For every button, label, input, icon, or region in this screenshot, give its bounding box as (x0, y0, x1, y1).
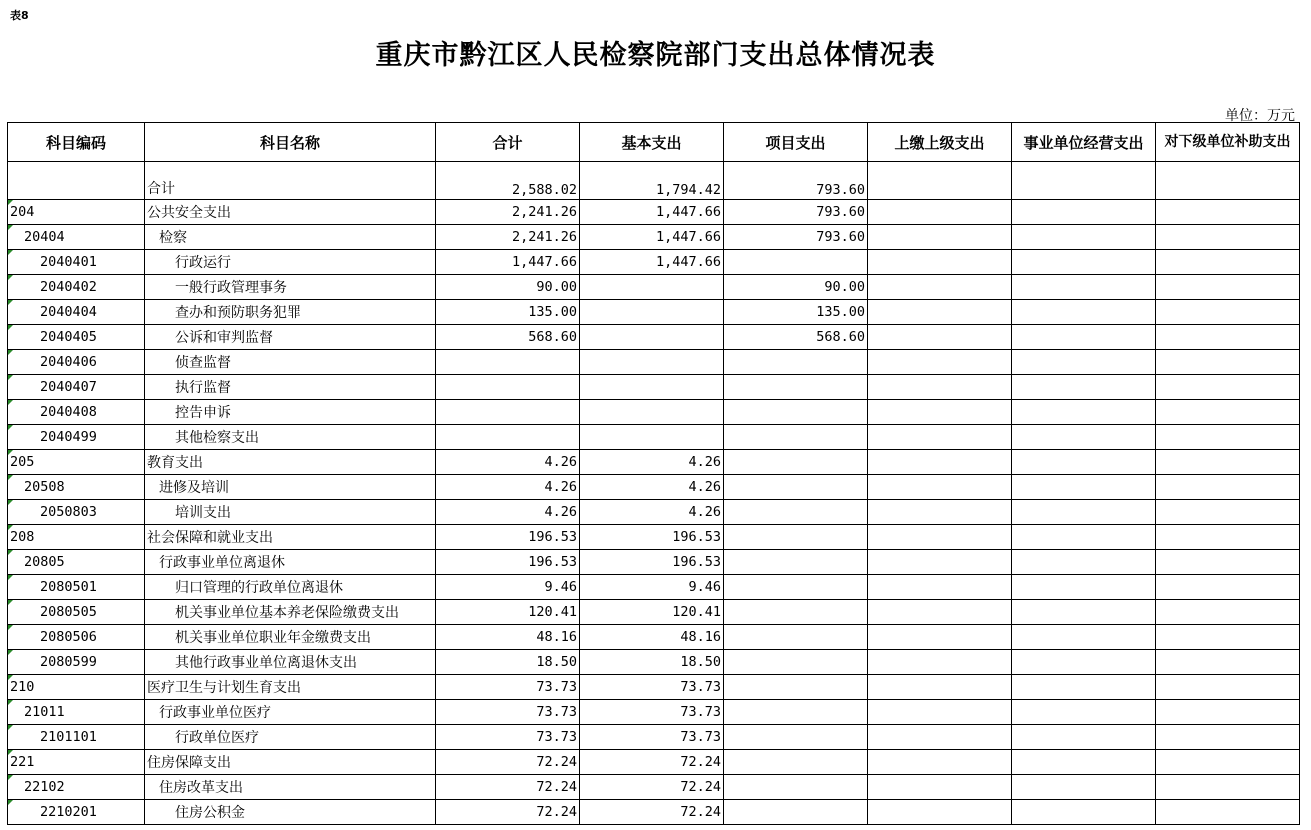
code-cell[interactable]: 2050803 (8, 500, 145, 525)
name-cell[interactable]: 执行监督 (145, 375, 436, 400)
table-row (8, 450, 1300, 475)
project-cell[interactable] (724, 750, 868, 775)
upper-cell[interactable] (868, 425, 1012, 450)
business-cell[interactable] (1012, 325, 1156, 350)
business-cell[interactable] (1012, 800, 1156, 825)
code-cell[interactable]: 22102 (8, 775, 145, 800)
business-cell[interactable] (1012, 275, 1156, 300)
business-cell[interactable] (1012, 200, 1156, 225)
basic-cell[interactable]: 4.26 (580, 475, 724, 500)
code-cell[interactable]: 2040408 (8, 400, 145, 425)
name-cell[interactable]: 住房公积金 (145, 800, 436, 825)
total-business-cell[interactable] (1012, 162, 1156, 200)
business-cell[interactable] (1012, 575, 1156, 600)
code-cell[interactable]: 20404 (8, 225, 145, 250)
subsidy-cell[interactable] (1156, 600, 1300, 625)
subsidy-cell[interactable] (1156, 675, 1300, 700)
upper-cell[interactable] (868, 375, 1012, 400)
total-basic-cell[interactable]: 1,794.42 (580, 162, 724, 200)
upper-cell[interactable] (868, 400, 1012, 425)
upper-cell[interactable] (868, 725, 1012, 750)
project-cell[interactable] (724, 550, 868, 575)
upper-cell[interactable] (868, 300, 1012, 325)
total-cell[interactable]: 72.24 (436, 800, 580, 825)
project-cell[interactable]: 135.00 (724, 300, 868, 325)
subsidy-cell[interactable] (1156, 250, 1300, 275)
name-cell[interactable]: 机关事业单位职业年金缴费支出 (145, 625, 436, 650)
code-cell[interactable]: 205 (8, 450, 145, 475)
table-row (8, 525, 1300, 550)
subsidy-cell[interactable] (1156, 500, 1300, 525)
subsidy-cell[interactable] (1156, 800, 1300, 825)
project-cell[interactable] (724, 500, 868, 525)
basic-cell[interactable] (580, 275, 724, 300)
subsidy-cell[interactable] (1156, 425, 1300, 450)
name-cell[interactable]: 行政事业单位医疗 (145, 700, 436, 725)
code-cell[interactable]: 20805 (8, 550, 145, 575)
basic-cell[interactable]: 72.24 (580, 750, 724, 775)
total-cell[interactable] (436, 375, 580, 400)
name-cell[interactable]: 行政单位医疗 (145, 725, 436, 750)
code-cell[interactable]: 2080506 (8, 625, 145, 650)
name-cell[interactable]: 教育支出 (145, 450, 436, 475)
upper-cell[interactable] (868, 775, 1012, 800)
basic-cell[interactable]: 120.41 (580, 600, 724, 625)
total-cell[interactable]: 9.46 (436, 575, 580, 600)
basic-cell[interactable]: 73.73 (580, 700, 724, 725)
project-cell[interactable] (724, 475, 868, 500)
project-cell[interactable] (724, 775, 868, 800)
header-name[interactable]: 科目名称 (145, 123, 436, 162)
table-row (8, 400, 1300, 425)
table-row (8, 675, 1300, 700)
project-cell[interactable]: 568.60 (724, 325, 868, 350)
project-cell[interactable] (724, 425, 868, 450)
project-cell[interactable] (724, 600, 868, 625)
business-cell[interactable] (1012, 625, 1156, 650)
name-cell[interactable]: 检察 (145, 225, 436, 250)
basic-cell[interactable]: 1,447.66 (580, 225, 724, 250)
total-cell[interactable]: 2,241.26 (436, 225, 580, 250)
name-cell[interactable]: 医疗卫生与计划生育支出 (145, 675, 436, 700)
table-row (8, 550, 1300, 575)
basic-cell[interactable]: 196.53 (580, 550, 724, 575)
table-row (8, 425, 1300, 450)
basic-cell[interactable]: 73.73 (580, 725, 724, 750)
name-cell[interactable]: 查办和预防职务犯罪 (145, 300, 436, 325)
subsidy-cell[interactable] (1156, 750, 1300, 775)
subsidy-cell[interactable] (1156, 725, 1300, 750)
expenditure-table (7, 122, 1300, 825)
unit-label: 单位：万元 (1225, 108, 1295, 124)
subsidy-cell[interactable] (1156, 275, 1300, 300)
name-cell[interactable]: 住房保障支出 (145, 750, 436, 775)
subsidy-cell[interactable] (1156, 325, 1300, 350)
total-cell[interactable]: 120.41 (436, 600, 580, 625)
total-cell[interactable]: 1,447.66 (436, 250, 580, 275)
code-cell[interactable]: 20508 (8, 475, 145, 500)
page-title: 重庆市黔江区人民检察院部门支出总体情况表 (375, 40, 936, 71)
table-row (8, 225, 1300, 250)
upper-cell[interactable] (868, 600, 1012, 625)
project-cell[interactable] (724, 400, 868, 425)
table-row (8, 625, 1300, 650)
code-cell[interactable]: 2040404 (8, 300, 145, 325)
project-cell[interactable]: 90.00 (724, 275, 868, 300)
total-cell[interactable]: 48.16 (436, 625, 580, 650)
table-row (8, 350, 1300, 375)
total-project-cell[interactable]: 793.60 (724, 162, 868, 200)
total-subsidy-cell[interactable] (1156, 162, 1300, 200)
upper-cell[interactable] (868, 675, 1012, 700)
header-total[interactable]: 合计 (436, 123, 580, 162)
subsidy-cell[interactable] (1156, 775, 1300, 800)
business-cell[interactable] (1012, 375, 1156, 400)
business-cell[interactable] (1012, 725, 1156, 750)
header-code[interactable]: 科目编码 (8, 123, 145, 162)
project-cell[interactable] (724, 350, 868, 375)
basic-cell[interactable] (580, 300, 724, 325)
table-row (8, 250, 1300, 275)
code-cell[interactable]: 2080505 (8, 600, 145, 625)
upper-cell[interactable] (868, 200, 1012, 225)
project-cell[interactable] (724, 725, 868, 750)
name-cell[interactable]: 住房改革支出 (145, 775, 436, 800)
upper-cell[interactable] (868, 700, 1012, 725)
code-cell[interactable]: 2210201 (8, 800, 145, 825)
business-cell[interactable] (1012, 250, 1156, 275)
code-cell[interactable]: 2040405 (8, 325, 145, 350)
project-cell[interactable] (724, 700, 868, 725)
code-cell[interactable]: 208 (8, 525, 145, 550)
business-cell[interactable] (1012, 350, 1156, 375)
name-cell[interactable]: 进修及培训 (145, 475, 436, 500)
upper-cell[interactable] (868, 650, 1012, 675)
total-cell[interactable]: 4.26 (436, 475, 580, 500)
subsidy-cell[interactable] (1156, 225, 1300, 250)
table-row (8, 300, 1300, 325)
code-cell[interactable]: 2040499 (8, 425, 145, 450)
basic-cell[interactable]: 1,447.66 (580, 200, 724, 225)
basic-cell[interactable] (580, 325, 724, 350)
name-cell[interactable]: 公共安全支出 (145, 200, 436, 225)
table-row (8, 200, 1300, 225)
name-cell[interactable]: 社会保障和就业支出 (145, 525, 436, 550)
business-cell[interactable] (1012, 225, 1156, 250)
project-cell[interactable] (724, 800, 868, 825)
header-business[interactable]: 事业单位经营支出 (1012, 123, 1156, 162)
upper-cell[interactable] (868, 625, 1012, 650)
code-cell[interactable]: 2040407 (8, 375, 145, 400)
project-cell[interactable]: 793.60 (724, 200, 868, 225)
subsidy-cell[interactable] (1156, 350, 1300, 375)
upper-cell[interactable] (868, 800, 1012, 825)
subsidy-cell[interactable] (1156, 650, 1300, 675)
business-cell[interactable] (1012, 650, 1156, 675)
upper-cell[interactable] (868, 750, 1012, 775)
upper-cell[interactable] (868, 475, 1012, 500)
subsidy-cell[interactable] (1156, 375, 1300, 400)
business-cell[interactable] (1012, 425, 1156, 450)
total-cell[interactable]: 90.00 (436, 275, 580, 300)
table-row (8, 275, 1300, 300)
basic-cell[interactable]: 72.24 (580, 800, 724, 825)
upper-cell[interactable] (868, 325, 1012, 350)
upper-cell[interactable] (868, 575, 1012, 600)
upper-cell[interactable] (868, 275, 1012, 300)
project-cell[interactable] (724, 575, 868, 600)
total-cell[interactable]: 135.00 (436, 300, 580, 325)
subsidy-cell[interactable] (1156, 475, 1300, 500)
code-cell[interactable]: 204 (8, 200, 145, 225)
basic-cell[interactable]: 4.26 (580, 500, 724, 525)
header-subsidy[interactable]: 对下级单位补助支出 (1156, 123, 1300, 162)
total-total-cell[interactable]: 2,588.02 (436, 162, 580, 200)
name-cell[interactable]: 控告申诉 (145, 400, 436, 425)
basic-cell[interactable]: 196.53 (580, 525, 724, 550)
upper-cell[interactable] (868, 500, 1012, 525)
table-row (8, 500, 1300, 525)
subsidy-cell[interactable] (1156, 700, 1300, 725)
project-cell[interactable] (724, 450, 868, 475)
code-cell[interactable]: 210 (8, 675, 145, 700)
total-name-cell[interactable]: 合计 (145, 162, 436, 200)
name-cell[interactable]: 行政事业单位离退休 (145, 550, 436, 575)
table-row (8, 325, 1300, 350)
table-row (8, 475, 1300, 500)
basic-cell[interactable] (580, 425, 724, 450)
subsidy-cell[interactable] (1156, 525, 1300, 550)
upper-cell[interactable] (868, 250, 1012, 275)
header-project[interactable]: 项目支出 (724, 123, 868, 162)
total-cell[interactable]: 73.73 (436, 725, 580, 750)
project-cell[interactable]: 793.60 (724, 225, 868, 250)
name-cell[interactable]: 行政运行 (145, 250, 436, 275)
code-cell[interactable]: 21011 (8, 700, 145, 725)
business-cell[interactable] (1012, 500, 1156, 525)
basic-cell[interactable] (580, 400, 724, 425)
code-cell[interactable]: 2040406 (8, 350, 145, 375)
project-cell[interactable] (724, 250, 868, 275)
total-cell[interactable]: 18.50 (436, 650, 580, 675)
subsidy-cell[interactable] (1156, 625, 1300, 650)
table-row (8, 650, 1300, 675)
total-cell[interactable]: 73.73 (436, 700, 580, 725)
basic-cell[interactable]: 73.73 (580, 675, 724, 700)
table-row (8, 775, 1300, 800)
total-code-cell[interactable] (8, 162, 145, 200)
project-cell[interactable] (724, 375, 868, 400)
business-cell[interactable] (1012, 750, 1156, 775)
table-row (8, 600, 1300, 625)
total-cell[interactable]: 4.26 (436, 450, 580, 475)
total-cell[interactable]: 72.24 (436, 775, 580, 800)
upper-cell[interactable] (868, 450, 1012, 475)
total-cell[interactable]: 2,241.26 (436, 200, 580, 225)
table-row (8, 750, 1300, 775)
header-basic[interactable]: 基本支出 (580, 123, 724, 162)
subsidy-cell[interactable] (1156, 400, 1300, 425)
total-row (8, 162, 1300, 200)
business-cell[interactable] (1012, 675, 1156, 700)
upper-cell[interactable] (868, 550, 1012, 575)
subsidy-cell[interactable] (1156, 450, 1300, 475)
basic-cell[interactable]: 4.26 (580, 450, 724, 475)
code-cell[interactable]: 2040401 (8, 250, 145, 275)
subsidy-cell[interactable] (1156, 575, 1300, 600)
business-cell[interactable] (1012, 600, 1156, 625)
name-cell[interactable]: 侦查监督 (145, 350, 436, 375)
project-cell[interactable] (724, 625, 868, 650)
basic-cell[interactable]: 18.50 (580, 650, 724, 675)
code-cell[interactable]: 2040402 (8, 275, 145, 300)
upper-cell[interactable] (868, 225, 1012, 250)
project-cell[interactable] (724, 650, 868, 675)
upper-cell[interactable] (868, 525, 1012, 550)
business-cell[interactable] (1012, 475, 1156, 500)
code-cell[interactable]: 2080501 (8, 575, 145, 600)
business-cell[interactable] (1012, 550, 1156, 575)
total-cell[interactable] (436, 350, 580, 375)
total-cell[interactable] (436, 400, 580, 425)
total-cell[interactable]: 73.73 (436, 675, 580, 700)
total-upper-cell[interactable] (868, 162, 1012, 200)
total-cell[interactable]: 196.53 (436, 525, 580, 550)
total-cell[interactable]: 196.53 (436, 550, 580, 575)
total-cell[interactable]: 568.60 (436, 325, 580, 350)
business-cell[interactable] (1012, 775, 1156, 800)
subsidy-cell[interactable] (1156, 300, 1300, 325)
business-cell[interactable] (1012, 300, 1156, 325)
total-cell[interactable]: 4.26 (436, 500, 580, 525)
business-cell[interactable] (1012, 525, 1156, 550)
basic-cell[interactable]: 1,447.66 (580, 250, 724, 275)
table-row (8, 375, 1300, 400)
basic-cell[interactable] (580, 375, 724, 400)
header-row (8, 123, 1300, 162)
basic-cell[interactable] (580, 350, 724, 375)
name-cell[interactable]: 机关事业单位基本养老保险缴费支出 (145, 600, 436, 625)
subsidy-cell[interactable] (1156, 200, 1300, 225)
table-row (8, 700, 1300, 725)
table-row (8, 800, 1300, 825)
code-cell[interactable]: 221 (8, 750, 145, 775)
sheet-tag: 表8 (10, 9, 29, 22)
code-cell[interactable]: 2080599 (8, 650, 145, 675)
table-row (8, 725, 1300, 750)
name-cell[interactable]: 培训支出 (145, 500, 436, 525)
business-cell[interactable] (1012, 400, 1156, 425)
header-upper[interactable]: 上缴上级支出 (868, 123, 1012, 162)
total-cell[interactable] (436, 425, 580, 450)
total-cell[interactable]: 72.24 (436, 750, 580, 775)
project-cell[interactable] (724, 525, 868, 550)
basic-cell[interactable]: 9.46 (580, 575, 724, 600)
name-cell[interactable]: 一般行政管理事务 (145, 275, 436, 300)
project-cell[interactable] (724, 675, 868, 700)
business-cell[interactable] (1012, 450, 1156, 475)
subsidy-cell[interactable] (1156, 550, 1300, 575)
business-cell[interactable] (1012, 700, 1156, 725)
name-cell[interactable]: 其他行政事业单位离退休支出 (145, 650, 436, 675)
name-cell[interactable]: 公诉和审判监督 (145, 325, 436, 350)
name-cell[interactable]: 其他检察支出 (145, 425, 436, 450)
code-cell[interactable]: 2101101 (8, 725, 145, 750)
upper-cell[interactable] (868, 350, 1012, 375)
table-row (8, 575, 1300, 600)
basic-cell[interactable]: 72.24 (580, 775, 724, 800)
basic-cell[interactable]: 48.16 (580, 625, 724, 650)
name-cell[interactable]: 归口管理的行政单位离退休 (145, 575, 436, 600)
